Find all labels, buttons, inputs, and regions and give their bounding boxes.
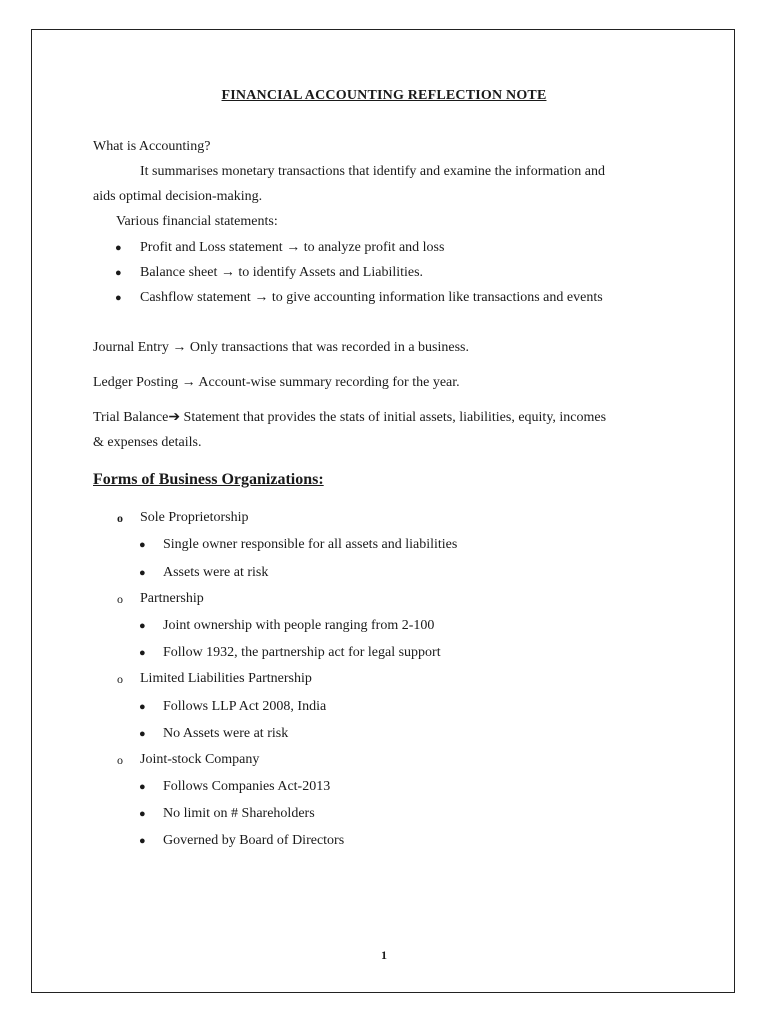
journal-entry-line (93, 339, 469, 357)
statement-desc: to identify Assets and Liabilities. (238, 265, 424, 280)
form-point: Assets were at risk (163, 565, 269, 580)
circle-bullet-icon: o (117, 672, 123, 686)
circle-bullet-icon: o (117, 511, 123, 525)
bullet-icon: ● (115, 267, 122, 279)
statement-desc: to analyze profit and loss (303, 240, 445, 255)
bullet-icon: ● (139, 620, 146, 632)
arrow-right-icon: → (286, 240, 301, 255)
bullet-icon: ● (139, 539, 146, 551)
form-name: Joint-stock Company (140, 752, 260, 767)
forms-heading: Forms of Business Organizations: (93, 471, 324, 488)
trial-term: Trial Balance (93, 410, 169, 425)
arrow-right-icon: → (254, 290, 269, 305)
page-number: 1 (381, 948, 387, 962)
trial-desc-line-2: & expenses details. (93, 435, 202, 450)
circle-bullet-icon: o (117, 592, 123, 606)
form-point: No limit on # Shareholders (163, 806, 315, 821)
bullet-icon: ● (139, 781, 146, 793)
bullet-icon: ● (139, 808, 146, 820)
form-point: Follows Companies Act-2013 (163, 779, 331, 794)
definition-line-2: aids optimal decision-making. (93, 189, 263, 204)
bullet-icon: ● (115, 292, 122, 304)
question-text: What is Accounting? (93, 139, 211, 154)
ledger-term: Ledger Posting (93, 375, 179, 390)
statement-item (140, 264, 423, 282)
arrow-right-icon: → (172, 340, 187, 355)
bullet-icon: ● (139, 567, 146, 579)
form-point: Joint ownership with people ranging from 2-100 (163, 618, 435, 633)
journal-term: Journal Entry (93, 340, 169, 355)
trial-desc: Statement that provides the stats of initial assets, liabilities, equity, incomes (183, 410, 607, 425)
form-name: Limited Liabilities Partnership (140, 671, 312, 686)
bullet-icon: ● (139, 728, 146, 740)
statement-desc: to give accounting information like transactions and events (271, 290, 603, 305)
ledger-posting-line (93, 374, 460, 392)
form-point: Single owner responsible for all assets and liabilities (163, 537, 458, 552)
form-point: No Assets were at risk (163, 726, 289, 741)
document-title: FINANCIAL ACCOUNTING REFLECTION NOTE (221, 88, 547, 103)
form-point: Governed by Board of Directors (163, 833, 345, 848)
journal-desc: Only transactions that was recorded in a business. (189, 340, 469, 355)
form-name: Sole Proprietorship (140, 510, 249, 525)
bullet-icon: ● (139, 835, 146, 847)
statement-item (140, 289, 603, 307)
form-name: Partnership (140, 591, 204, 606)
bullet-icon: ● (139, 701, 146, 713)
statements-intro: Various financial statements: (116, 214, 278, 229)
arrow-right-icon: → (220, 265, 235, 280)
bullet-icon: ● (139, 647, 146, 659)
statement-item (140, 239, 444, 257)
form-point: Follow 1932, the partnership act for legal support (163, 645, 441, 660)
statement-name: Balance sheet (140, 265, 218, 280)
bullet-icon: ● (115, 242, 122, 254)
statement-name: Cashflow statement (140, 290, 251, 305)
arrow-right-icon: → (181, 375, 196, 390)
trial-balance-line (93, 409, 606, 427)
statement-name: Profit and Loss statement (140, 240, 283, 255)
ledger-desc: Account-wise summary recording for the year. (198, 375, 460, 390)
form-point: Follows LLP Act 2008, India (163, 699, 327, 714)
definition-line-1: It summarises monetary transactions that identify and examine the information and (140, 164, 605, 179)
arrow-right-icon: ➔ (168, 410, 181, 425)
circle-bullet-icon: o (117, 753, 123, 767)
